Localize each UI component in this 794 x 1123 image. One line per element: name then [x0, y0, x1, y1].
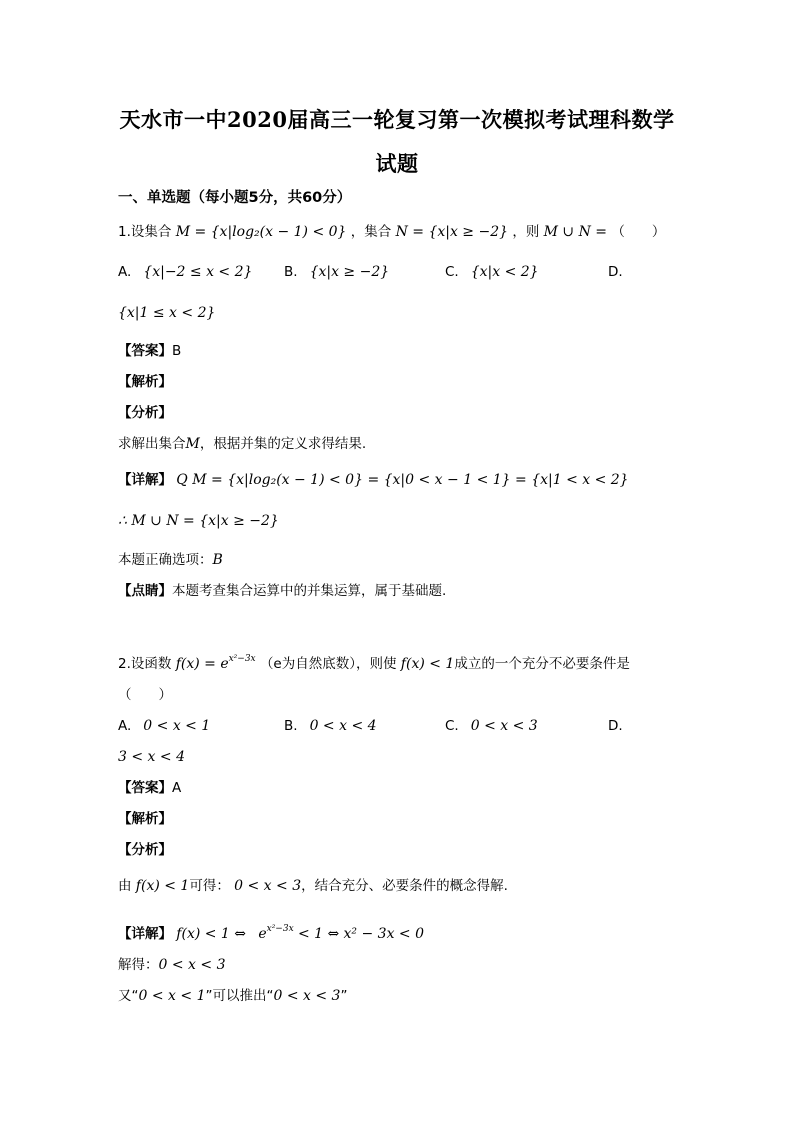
- q2-answer: 【答案】A: [118, 780, 182, 796]
- q1-option-d-value: {x|1 ≤ x < 2}: [118, 305, 216, 321]
- q1-option-a: A. {x|−2 ≤ x < 2}: [118, 264, 253, 280]
- q1-set-n: N = {x|x ≥ −2}: [395, 224, 509, 240]
- q2-option-d-label: D.: [608, 718, 623, 734]
- q1-xiangjie: 【详解】 Q M = {x|log₂(x − 1) < 0} = {x|0 < x − 1 < 1} = {x|1 < x < 2}: [118, 472, 629, 488]
- q2-paren: （ ）: [118, 687, 172, 703]
- q1-answer: 【答案】B: [118, 343, 182, 359]
- q2-you: 又“0 < x < 1”可以推出“0 < x < 3”: [118, 988, 348, 1004]
- q1-option-b: B. {x|x ≥ −2}: [284, 264, 390, 280]
- q1-jiexi: 【解析】: [118, 374, 172, 390]
- q2-option-c: C. 0 < x < 3: [445, 718, 538, 734]
- q2-stem: 2.设函数 $f(x) = e^{x^2-3x}$ （e为自然底数），则使 f(x) < 1成立的一个充分不必要条件是: [118, 654, 630, 672]
- q1-option-c: C. {x|x < 2}: [445, 264, 539, 280]
- q2-option-b: B. 0 < x < 4: [284, 718, 377, 734]
- q1-fenxi: 【分析】: [118, 405, 172, 421]
- q1-set-m: M = {x|log₂(x − 1) < 0}: [175, 224, 347, 240]
- q1-correct: 本题正确选项：B: [118, 552, 223, 568]
- q2-xiangjie: 【详解】 f(x) < 1 ⇔ $e^{x^2-3x} < 1$ ⇔ x² − 3x < 0: [118, 924, 425, 942]
- q2-jiede: 解得：0 < x < 3: [118, 957, 226, 973]
- q1-stem-b: ，集合: [350, 224, 392, 240]
- q2-option-a: A. 0 < x < 1: [118, 718, 211, 734]
- q1-union: M ∪ N =: [543, 224, 608, 240]
- exam-title-line2: 试题: [375, 151, 419, 176]
- q1-stem-c: ，则: [512, 224, 540, 240]
- q1-fenxi-text: 求解出集合M，根据并集的定义求得结果.: [118, 436, 367, 452]
- q1-stem: [118, 222, 665, 242]
- exam-title-line1: 天水市一中2020届高三一轮复习第一次模拟考试理科数学: [119, 107, 675, 132]
- q2-fenxi-text: 由 f(x) < 1可得： 0 < x < 3，结合充分、必要条件的概念得解.: [118, 878, 508, 894]
- q2-jiexi: 【解析】: [118, 811, 172, 827]
- section-heading: 一、单选题（每小题5分，共60分）: [118, 190, 352, 206]
- q2-fenxi: 【分析】: [118, 842, 172, 858]
- q1-therefore: ∴ M ∪ N = {x|x ≥ −2}: [118, 513, 279, 529]
- q1-option-d-label: D.: [608, 264, 623, 280]
- q2-option-d-value: 3 < x < 4: [118, 749, 185, 765]
- q1-stem-a: 1.设集合: [118, 224, 172, 240]
- q1-paren: （ ）: [611, 224, 666, 240]
- q1-dianjing: 【点睛】本题考查集合运算中的并集运算，属于基础题.: [118, 583, 447, 599]
